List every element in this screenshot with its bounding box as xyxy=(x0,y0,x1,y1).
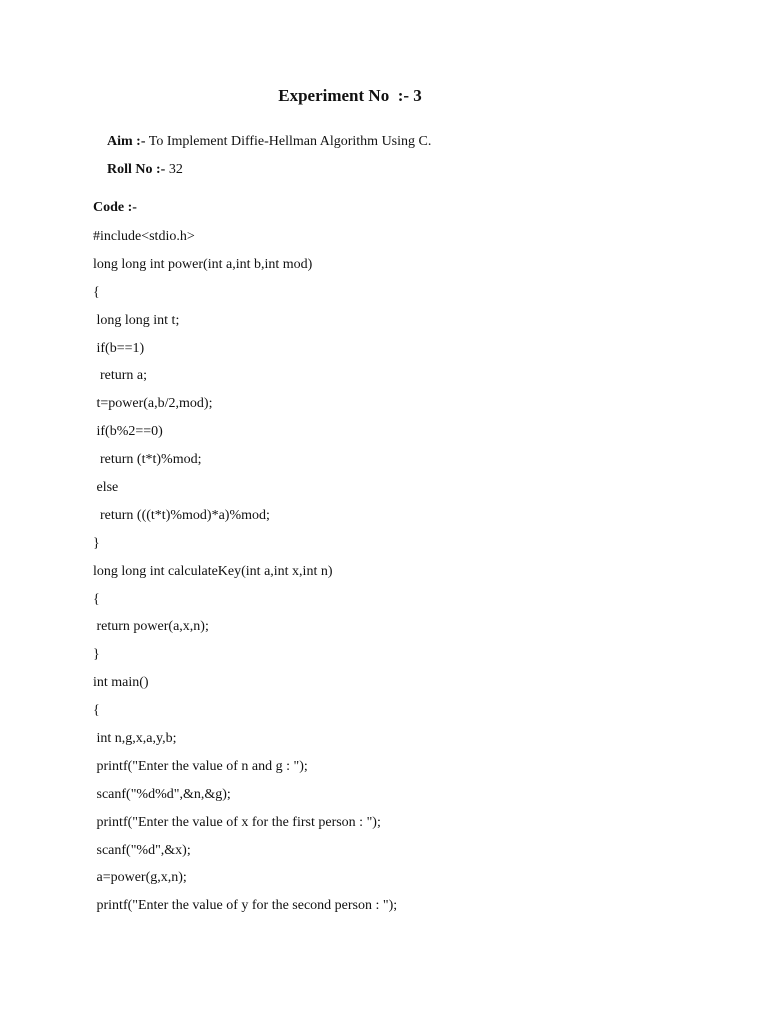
code-block xyxy=(93,226,397,923)
code-line: printf("Enter the value of n and g : "); xyxy=(93,758,308,774)
code-line: return a; xyxy=(93,368,148,384)
code-line: long long int power(int a,int b,int mod) xyxy=(93,256,313,272)
code-line: else xyxy=(93,480,119,496)
code-line: scanf("%d%d",&n,&g); xyxy=(93,786,231,802)
code-line: scanf("%d",&x); xyxy=(93,842,191,858)
code-line: #include<stdio.h> xyxy=(93,229,195,244)
page-title: Experiment No :- 3 xyxy=(278,86,422,105)
roll-text: 32 xyxy=(165,162,183,177)
code-line: printf("Enter the value of y for the second person : "); xyxy=(93,898,398,914)
aim-text: To Implement Diffie-Hellman Algorithm Using C. xyxy=(145,134,432,149)
code-line: return (t*t)%mod; xyxy=(93,452,202,468)
code-line: long long int calculateKey(int a,int x,int n) xyxy=(93,563,333,579)
code-line: t=power(a,b/2,mod); xyxy=(93,396,213,412)
aim-label: Aim :- xyxy=(107,134,146,149)
code-line: { xyxy=(93,703,100,719)
code-line: if(b==1) xyxy=(93,340,145,356)
code-line: printf("Enter the value of x for the first person : "); xyxy=(93,814,381,830)
roll-label: Roll No :- xyxy=(107,162,166,177)
code-line: int main() xyxy=(93,675,149,691)
code-line: if(b%2==0) xyxy=(93,424,163,440)
code-line: int n,g,x,a,y,b; xyxy=(93,731,177,747)
code-line: return (((t*t)%mod)*a)%mod; xyxy=(93,507,270,523)
code-line: long long int t; xyxy=(93,312,180,328)
code-line: { xyxy=(93,284,100,300)
code-line: a=power(g,x,n); xyxy=(93,870,187,886)
code-line: { xyxy=(93,591,100,607)
code-line: return power(a,x,n); xyxy=(93,619,209,635)
code-line: } xyxy=(93,535,100,551)
code-label: Code :- xyxy=(93,200,137,215)
code-line: } xyxy=(93,647,100,663)
roll-line xyxy=(93,146,183,194)
